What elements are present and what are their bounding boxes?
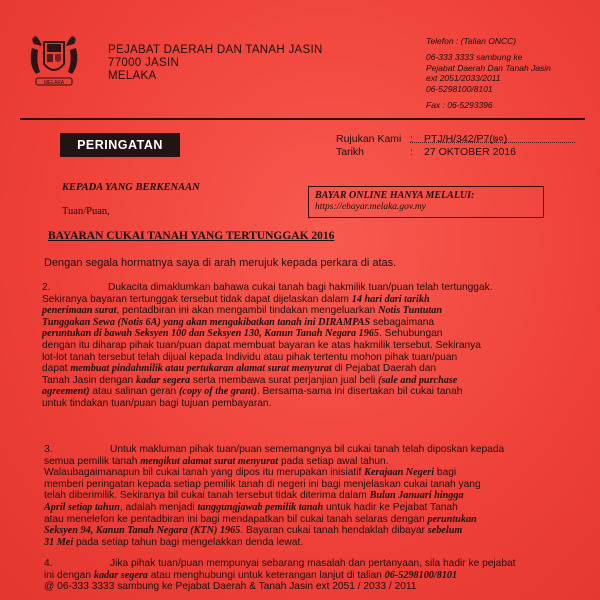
p2-emphasis: penerimaan surat bbox=[42, 305, 117, 317]
p3-line: atau menelefon ke pentadbiran ini bagi mendapatkan bil cukai tanah selaras dengan bbox=[44, 513, 428, 525]
p2-line: . Bersama-sama ini disertakan bil cukai tanah bbox=[256, 386, 463, 398]
ref-value: PTJ/H/342/P7(७०) bbox=[424, 133, 508, 145]
p3-emphasis: tanggungjawab pemilik tanah bbox=[197, 501, 324, 513]
contact-fax: Fax : 06-5293396 bbox=[426, 100, 493, 111]
p3-emphasis: Kerajaan Negeri bbox=[364, 467, 435, 479]
p2-emphasis: peruntukan di bawah Seksyen 100 dan Seksyen 130, Kanun Tanah Negara 1965 bbox=[42, 328, 380, 340]
reminder-badge: PERINGATAN bbox=[60, 133, 180, 157]
p3-line: , adalah menjadi bbox=[119, 501, 198, 513]
p3-line: telah diberimilik. Sekiranya bil cukai tanah tersebut tidak diterima dalam bbox=[44, 490, 370, 502]
recipient-line: KEPADA YANG BERKENAAN bbox=[62, 182, 200, 193]
p3-line: . Bayaran cukai tanah hendaklah dibayar bbox=[240, 525, 428, 537]
contact-phone-label: Telefon : (Talian ONCC) bbox=[426, 36, 517, 46]
p3-emphasis: 31 Mei bbox=[44, 536, 74, 548]
online-payment-box bbox=[308, 186, 544, 218]
p3-line: pada setiap awal tahun. bbox=[278, 455, 389, 467]
contact-extensions: ext 2051/2033/2011 bbox=[426, 73, 501, 84]
p4-line: atau menghubungi untuk keterangan lanjut di talian bbox=[147, 569, 385, 581]
p2-emphasis: kadar segera bbox=[136, 374, 191, 386]
p2-line: . Sehubungan bbox=[379, 328, 443, 340]
p2-line: dengan itu diharap pihak tuan/puan dapat membuat bayaran ke atas hakmilik tersebut. Sekiranya bbox=[42, 339, 481, 351]
p2-emphasis: Notis Tuntutan bbox=[378, 305, 442, 317]
contact-oncc-number: 06-333 3333 sambung ke bbox=[426, 52, 523, 63]
date-value: 27 OKTOBER 2016 bbox=[424, 146, 517, 158]
melaka-state-crest-icon bbox=[28, 34, 80, 90]
office-postcode: 77000 JASIN bbox=[108, 57, 180, 69]
p2-line: dapat bbox=[42, 363, 71, 375]
p4-line: Jika pihak tuan/puan mempunyai sebarang masalah dan pertanyaan, sila hadir ke pejabat bbox=[110, 558, 516, 569]
date-colon: : bbox=[410, 146, 413, 158]
contact-info bbox=[426, 36, 551, 110]
p3-emphasis: Bulan Januari hingga bbox=[369, 490, 464, 502]
office-state: MELAKA bbox=[108, 70, 157, 82]
p4-emphasis: 06-5298100/8101 bbox=[384, 569, 458, 581]
p3-line: memberi peringatan kepada setiap pemilik tanah di negeri ini bagi menjelaskan cukai tanah yang bbox=[44, 478, 481, 490]
date-label: Tarikh bbox=[336, 146, 365, 158]
p3-number: 3. bbox=[44, 444, 53, 455]
office-name: PEJABAT DAERAH DAN TANAH JASIN bbox=[108, 44, 323, 56]
p3-line: semua pemilik tanah bbox=[44, 455, 141, 467]
online-payment-url[interactable]: https://ebayar.melaka.gov.my bbox=[315, 202, 426, 212]
crest-caption: MELAKA bbox=[43, 80, 65, 86]
p2-emphasis: agreement) bbox=[42, 386, 90, 398]
p2-line: lot-lot tanah tersebut telah dijual kepada Individu atau pihak tertentu mohon pihak tuan/puan bbox=[42, 351, 458, 363]
p2-line: Dukacita dimaklumkan bahawa cukai tanah bagi hakmilik tuan/puan telah tertunggak. bbox=[108, 282, 493, 293]
p4-emphasis: kadar segera bbox=[93, 569, 148, 581]
p3-emphasis: April setiap tahun bbox=[44, 501, 120, 513]
p3-emphasis: peruntukan bbox=[427, 513, 477, 525]
p2-line: serta membawa surat perjanjian jual beli bbox=[190, 374, 379, 386]
ref-dotted-line bbox=[410, 142, 575, 143]
p3-emphasis: mengikut alamat surat menyurat bbox=[140, 455, 279, 467]
contact-direct-lines: 06-5298100/8101 bbox=[426, 83, 493, 94]
p3-emphasis: sebelum bbox=[427, 525, 463, 537]
p3-emphasis: Seksyen 94, Kanun Tanah Negara (KTN) 1965 bbox=[44, 525, 241, 537]
p2-line: Sekiranya bayaran tertunggak tersebut tidak dapat dijelaskan dalam bbox=[42, 293, 352, 305]
p4-line: @ 06-333 3333 sambung ke Pejabat Daerah & Tanah Jasin ext 2051 / 2033 / 2011 bbox=[44, 581, 417, 593]
p2-line: untuk tindakan tuan/puan bagi tujuan pembayaran. bbox=[42, 397, 272, 409]
p2-emphasis: Tunggakan Sewa (Notis 6A) yang akan mengakibatkan tanah ini DIRAMPAS bbox=[42, 316, 371, 328]
p2-line: di Pejabat Daerah dan bbox=[331, 363, 437, 375]
p2-emphasis: 14 hari dari tarikh bbox=[351, 293, 430, 305]
ref-label: Rujukan Kami bbox=[336, 133, 402, 145]
p2-line: sebagaimana bbox=[370, 316, 435, 328]
header-divider bbox=[20, 118, 585, 120]
p2-line: atau salinan geran bbox=[89, 386, 180, 398]
p2-line: , pentadbiran ini akan mengambil tindakan mengeluarkan bbox=[116, 305, 379, 317]
online-payment-title: BAYAR ONLINE HANYA MELALUI: bbox=[315, 190, 475, 201]
p2-number: 2. bbox=[42, 282, 51, 293]
p2-emphasis: (copy of the grant) bbox=[179, 386, 257, 398]
p2-line: Tanah Jasin dengan bbox=[42, 374, 137, 386]
p3-line: pada setiap tahun bagi mengelakkan denda lewat. bbox=[73, 536, 304, 548]
contact-office-name: Pejabat Daerah Dan Tanah Jasin bbox=[426, 62, 551, 73]
reference-block bbox=[336, 133, 516, 159]
p2-emphasis: (sale and purchase bbox=[378, 374, 458, 386]
letter-subject: BAYARAN CUKAI TANAH YANG TERTUNGGAK 2016 bbox=[48, 230, 335, 242]
salutation: Tuan/Puan, bbox=[62, 206, 110, 217]
paragraph-3 bbox=[44, 444, 504, 548]
paragraph-4 bbox=[44, 558, 516, 593]
p3-line: Walaubagaimanapun bil cukai tanah yang dipos itu merupakan inisiatif bbox=[44, 467, 365, 479]
p2-emphasis: membuat pindahmilik atau pertukaran alamat surat menyurat bbox=[70, 363, 332, 375]
ref-colon: : bbox=[410, 133, 413, 145]
p4-line: ini dengan bbox=[44, 569, 94, 581]
office-address bbox=[108, 44, 323, 83]
paragraph-2 bbox=[42, 282, 493, 410]
opening-greeting: Dengan segala hormatnya saya di arah merujuk kepada perkara di atas. bbox=[44, 257, 397, 269]
p3-line: Untuk makluman pihak tuan/puan sememangnya bil cukai tanah telah diposkan kepada bbox=[110, 444, 505, 455]
p3-line: bagi bbox=[434, 467, 457, 479]
p3-line: untuk hadir ke Pejabat Tanah bbox=[323, 501, 458, 513]
p4-number: 4. bbox=[44, 558, 53, 569]
